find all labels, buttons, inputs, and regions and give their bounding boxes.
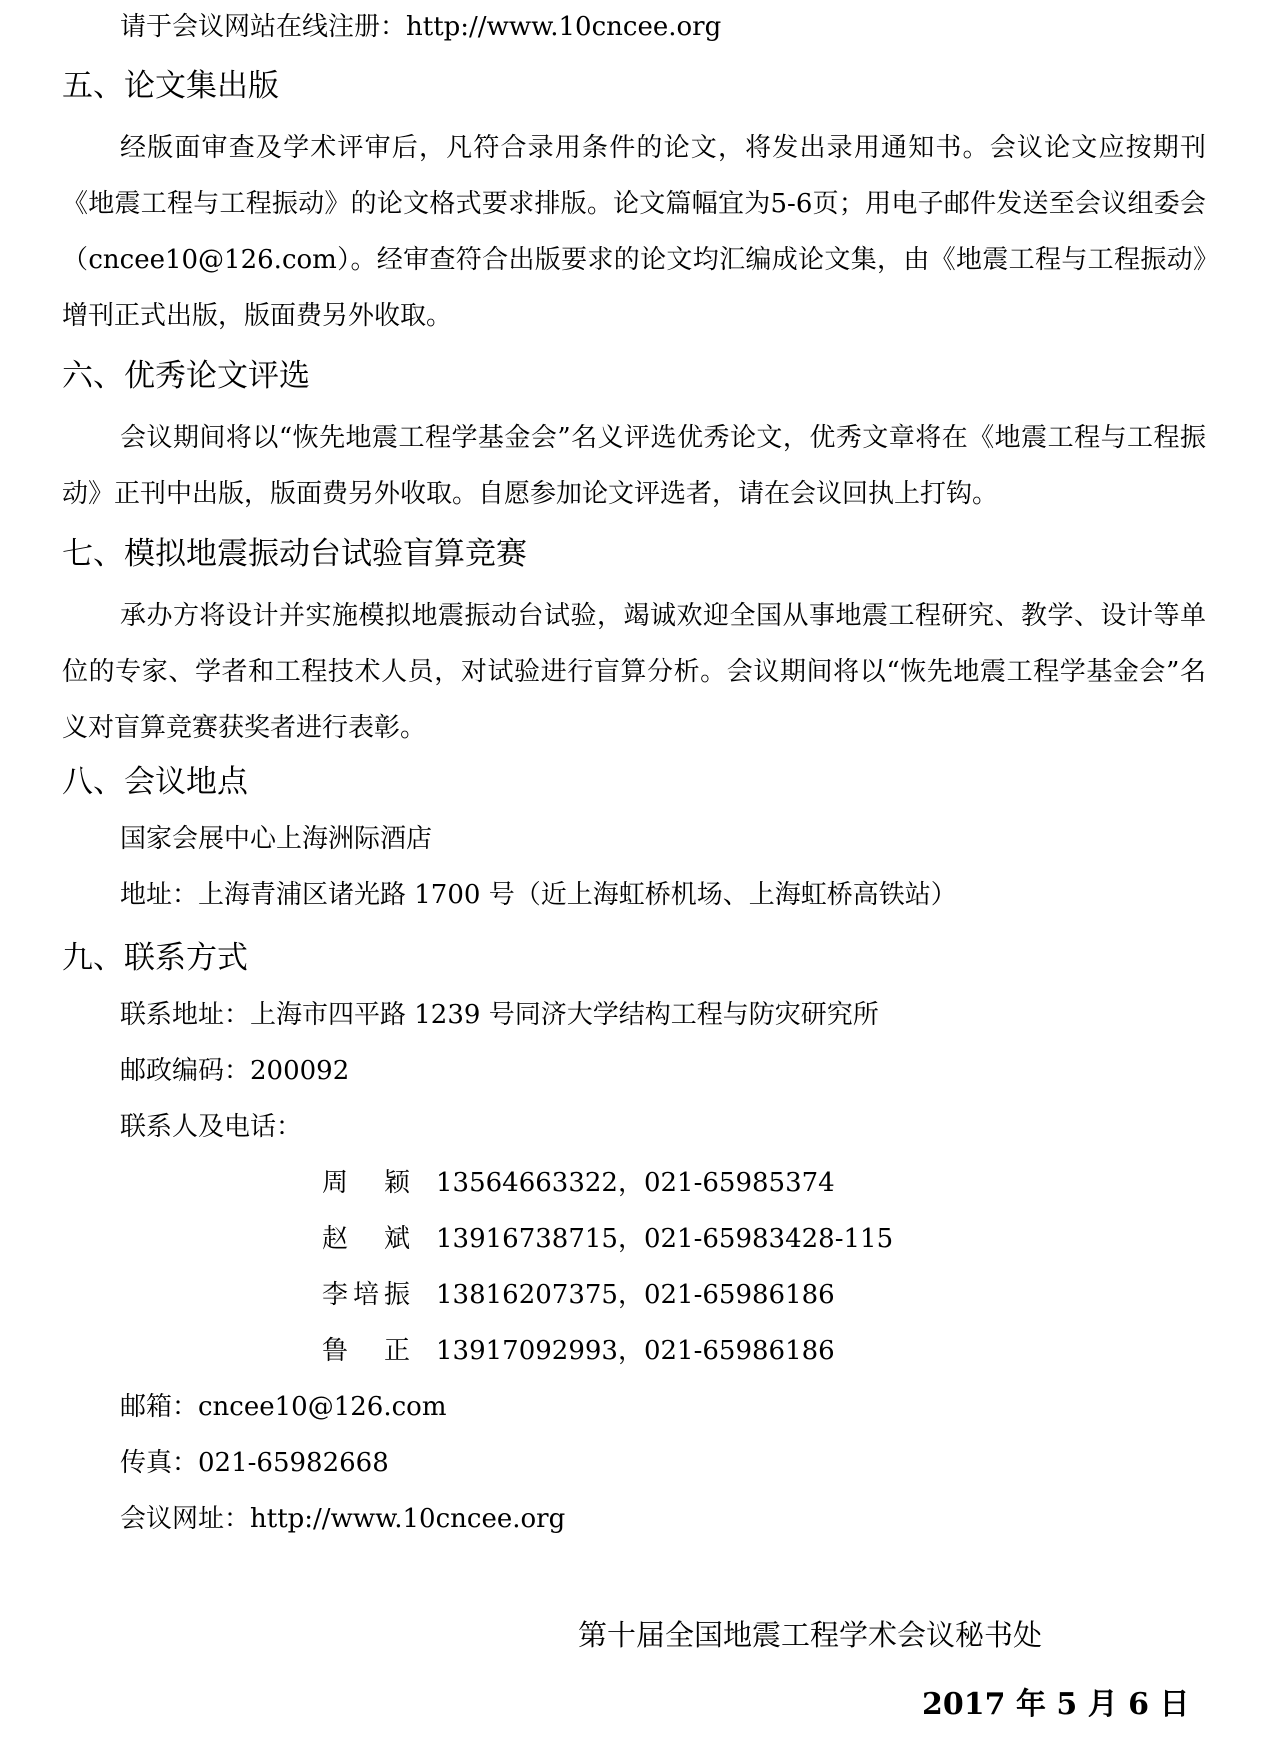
contact-name: 赵斌	[322, 1224, 410, 1254]
conference-website: 会议网址：http://www.10cncee.org	[120, 1504, 566, 1534]
signature-date: 2017 年 5 月 6 日	[922, 1687, 1190, 1722]
register-line: 请于会议网站在线注册：http://www.10cncee.org	[120, 12, 722, 42]
contacts-label: 联系人及电话：	[120, 1112, 303, 1142]
contact-name: 李培振	[322, 1280, 410, 1310]
contact-name: 鲁正	[322, 1336, 410, 1366]
contact-phone: 13916738715，021-65983428-115	[436, 1224, 894, 1254]
contact-phone: 13564663322，021-65985374	[436, 1168, 835, 1198]
contact-address: 联系地址：上海市四平路 1239 号同济大学结构工程与防灾研究所	[120, 1000, 879, 1030]
section-8-heading: 八、会议地点	[62, 764, 248, 800]
section-6-body: 会议期间将以“恢先地震工程学基金会”名义评选优秀论文，优秀文章将在《地震工程与工程振动》正刊中出版，版面费另外收取。自愿参加论文评选者，请在会议回执上打钩。	[62, 423, 1206, 509]
contact-email: 邮箱：cncee10@126.com	[120, 1392, 447, 1422]
section-6-heading: 六、优秀论文评选	[62, 358, 310, 394]
section-5-heading: 五、论文集出版	[62, 68, 279, 104]
contact-name: 周颖	[322, 1168, 410, 1198]
section-9-heading: 九、联系方式	[62, 940, 248, 976]
venue-address: 地址：上海青浦区诸光路 1700 号（近上海虹桥机场、上海虹桥高铁站）	[120, 880, 957, 910]
section-5-body: 经版面审查及学术评审后，凡符合录用条件的论文，将发出录用通知书。会议论文应按期刊《地震工程与工程振动》的论文格式要求排版。论文篇幅宜为5-6页；用电子邮件发送至会议组委会（cncee10@126.com）。经审查符合出版要求的论文均汇编成论文集，由《地震工程与工程振动》增刊正式出版，版面费另外收取。	[62, 133, 1206, 331]
contact-phone: 13816207375，021-65986186	[436, 1280, 835, 1310]
signature: 第十届全国地震工程学术会议秘书处	[578, 1618, 1043, 1652]
postcode: 邮政编码：200092	[120, 1056, 350, 1086]
contact-fax: 传真：021-65982668	[120, 1448, 389, 1478]
contact-phone: 13917092993，021-65986186	[436, 1336, 835, 1366]
section-7-heading: 七、模拟地震振动台试验盲算竞赛	[62, 536, 527, 572]
venue-name: 国家会展中心上海洲际酒店	[120, 824, 433, 854]
section-7-body: 承办方将设计并实施模拟地震振动台试验，竭诚欢迎全国从事地震工程研究、教学、设计等单位的专家、学者和工程技术人员，对试验进行盲算分析。会议期间将以“恢先地震工程学基金会”名义对盲算竞赛获奖者进行表彰。	[62, 601, 1206, 743]
